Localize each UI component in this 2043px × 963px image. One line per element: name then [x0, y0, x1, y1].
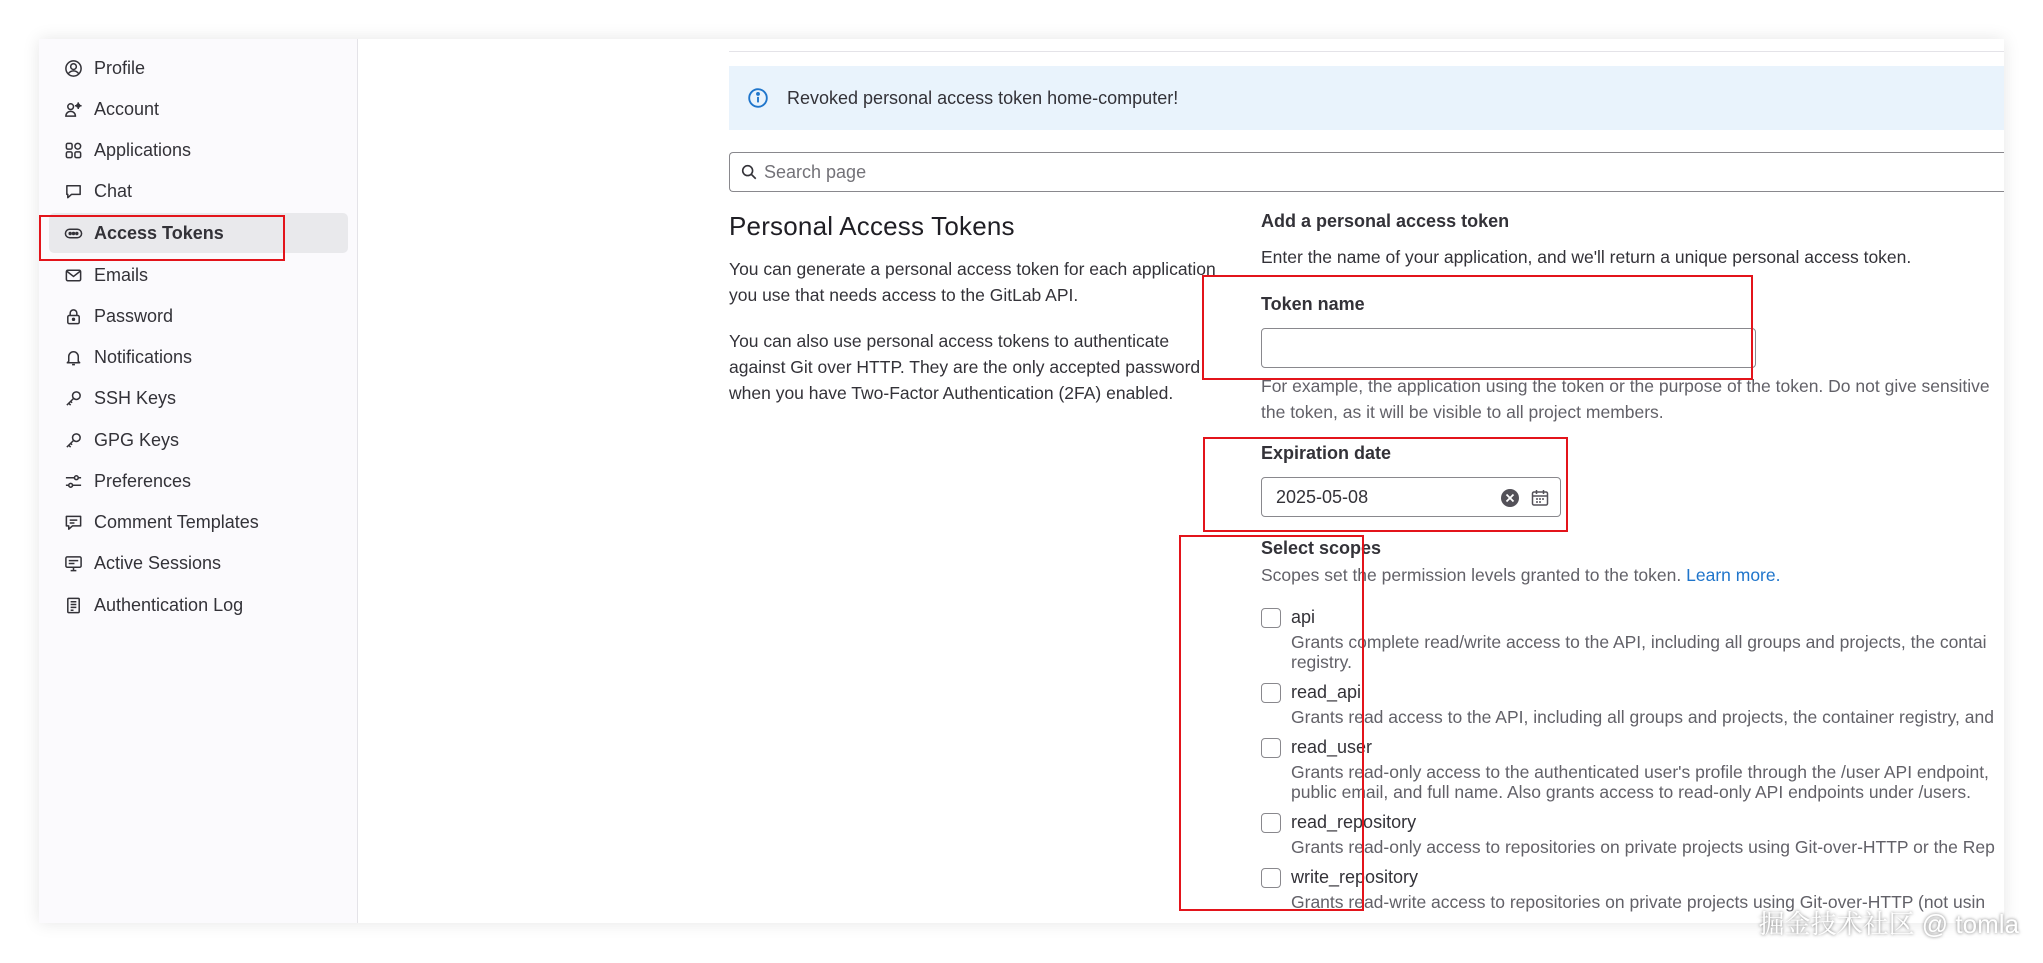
sidebar-item-authentication-log[interactable] [49, 585, 348, 625]
divider [729, 51, 2004, 52]
sidebar-item-chat[interactable] [49, 171, 348, 211]
learn-more-link[interactable]: Learn more. [1686, 565, 1781, 585]
sidebar-item-label: Authentication Log [94, 594, 244, 615]
app-window [39, 39, 2004, 923]
scope-description [1291, 632, 1987, 672]
token-name-help [1261, 373, 1990, 425]
scope-name: write_repository [1291, 867, 1419, 887]
lock-icon [63, 306, 84, 327]
scope-name: read_repository [1291, 812, 1417, 832]
intro-section [729, 211, 1229, 426]
sidebar-item-label: Emails [94, 264, 149, 285]
intro-paragraph: You can generate a personal access token for each application you use that needs access to the GitLab API. [729, 259, 1216, 305]
scope-description: Grants read-write access to repositories on private projects using Git-over-HTTP (not usin [1291, 892, 1986, 912]
scope-description: Grants read-only access to repositories on private projects using Git-over-HTTP or the Rep [1291, 837, 1995, 857]
sidebar-item-label: Notifications [94, 346, 193, 367]
sidebar-item-profile[interactable] [49, 48, 348, 88]
sidebar-item-label: Applications [94, 139, 192, 160]
form-description: Enter the name of your application, and we'll return a unique personal access token. [1261, 247, 1912, 267]
sidebar-item-preferences[interactable] [49, 461, 348, 501]
sidebar-item-label: Password [94, 305, 174, 326]
key-icon [63, 430, 84, 451]
highlight-box [39, 215, 285, 261]
account-icon [63, 99, 84, 120]
sidebar-item-ssh-keys[interactable] [49, 378, 348, 418]
monitor-icon [63, 553, 84, 574]
chat-icon [63, 181, 84, 202]
scope-name: read_api [1291, 682, 1362, 702]
sidebar-item-label: GPG Keys [94, 429, 180, 450]
intro-paragraph: You can also use personal access tokens to authenticate against Git over HTTP. They are the only accepted password when you have Two-Factor Authentication (2FA) enabled. [729, 331, 1201, 403]
sidebar-item-emails[interactable] [49, 255, 348, 295]
search-icon [740, 163, 758, 181]
scope-description [1291, 762, 1989, 802]
applications-icon [63, 140, 84, 161]
expiration-date-label: Expiration date [1261, 443, 1392, 463]
sidebar-item-label: Account [94, 98, 160, 119]
scope-desc-line: registry. [1291, 652, 1352, 672]
info-icon [747, 87, 769, 109]
sidebar-item-comment-templates[interactable] [49, 502, 348, 542]
sidebar-item-label: Profile [94, 57, 146, 78]
revoked-token-alert [729, 66, 2004, 130]
watermark: 掘金技术社区 @ tomla [1758, 909, 2019, 939]
sidebar-item-active-sessions[interactable] [49, 543, 348, 583]
highlight-box [1202, 275, 1753, 380]
sidebar-item-notifications[interactable] [49, 337, 348, 377]
scope-desc-line: Grants read-only access to the authenticated user's profile through the /user API endpoint, [1291, 762, 1989, 782]
sidebar-item-applications[interactable] [49, 130, 348, 170]
scope-desc-line: Grants complete read/write access to the API, including all groups and projects, the contai [1291, 632, 1987, 652]
settings-sidebar [39, 39, 358, 923]
sidebar-item-label: Preferences [94, 470, 192, 491]
select-scopes-label: Select scopes [1261, 538, 1382, 558]
scope-name: read_user [1291, 737, 1373, 757]
scope-description: Grants read access to the API, including all groups and projects, the container registry, and [1291, 707, 1994, 727]
highlight-box [1179, 535, 1364, 911]
help-line: For example, the application using the token or the purpose of the token. Do not give sensitive [1261, 376, 1990, 396]
log-icon [63, 595, 84, 616]
highlight-box [1203, 437, 1568, 532]
mail-icon [63, 265, 84, 286]
scopes-help-text: Scopes set the permission levels granted to the token. [1261, 565, 1682, 585]
search-input[interactable] [764, 162, 2004, 183]
scope-name: api [1291, 607, 1316, 627]
help-line: the token, as it will be visible to all project members. [1261, 402, 1664, 422]
scope-desc-line: public email, and full name. Also grants access to read-only API endpoints under /users. [1291, 782, 1971, 802]
expiration-date-value: 2025-05-08 [1276, 486, 1369, 507]
sidebar-item-label: Chat [94, 180, 133, 201]
sidebar-item-label: Comment Templates [94, 511, 259, 532]
sidebar-item-password[interactable] [49, 296, 348, 336]
sidebar-item-gpg-keys[interactable] [49, 420, 348, 460]
token-name-label: Token name [1261, 294, 1365, 314]
sidebar-item-account[interactable] [49, 89, 348, 129]
bell-icon [63, 347, 84, 368]
page-title: Personal Access Tokens [729, 211, 1015, 241]
sidebar-item-label: SSH Keys [94, 387, 177, 408]
sidebar-item-label: Access Tokens [94, 222, 224, 243]
key-icon [63, 388, 84, 409]
profile-icon [63, 58, 84, 79]
form-heading: Add a personal access token [1261, 211, 1510, 231]
search-box[interactable] [729, 152, 2004, 192]
sidebar-item-label: Active Sessions [94, 552, 222, 573]
alert-message: Revoked personal access token home-computer! [787, 87, 1179, 108]
comment-icon [63, 512, 84, 533]
preferences-icon [63, 471, 84, 492]
